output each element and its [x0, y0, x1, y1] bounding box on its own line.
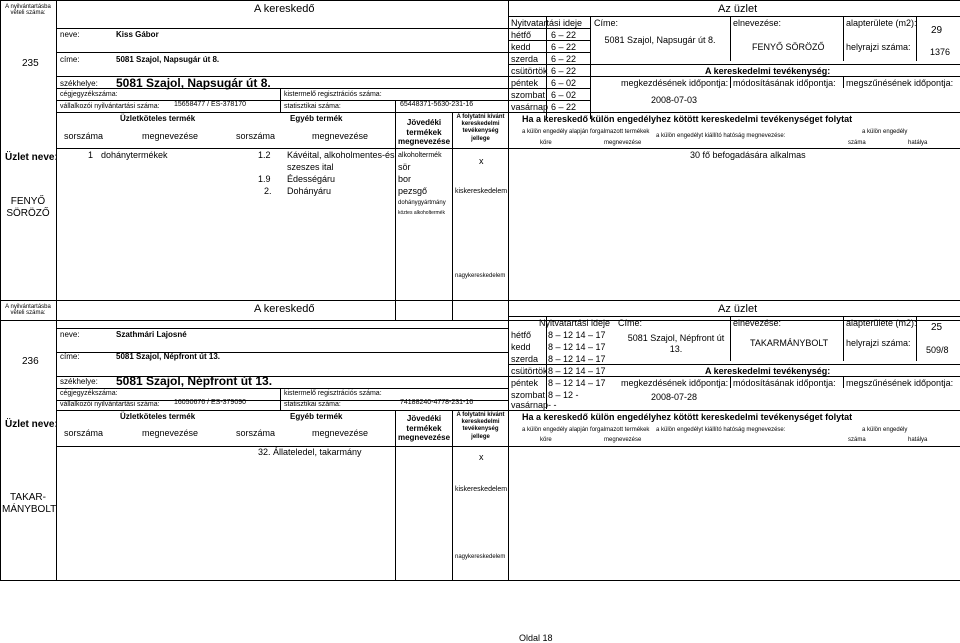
- company-reg-label: cégjegyzékszáma:: [60, 91, 118, 98]
- day-thursday: csütörtök: [511, 366, 548, 376]
- merchant-seat: 5081 Szajol, Napsugár út 8.: [116, 76, 271, 90]
- page-number: Oldal 18: [519, 633, 553, 643]
- hours-tuesday: 8 – 12 14 – 17: [548, 342, 606, 352]
- license-validity-label: hatálya: [908, 140, 928, 146]
- seat-label: székhelye:: [60, 377, 98, 386]
- parcel-number: 509/8: [926, 345, 949, 355]
- excise-product: alkoholtermék: [398, 152, 442, 159]
- merchant-address: 5081 Szajol, Napsugár út 8.: [116, 55, 220, 64]
- shop-name-label: Üzlet neve:: [5, 419, 58, 430]
- seat-label: székhelye:: [60, 79, 98, 88]
- company-reg-label: cégjegyzékszáma:: [60, 390, 118, 397]
- serial-header-1: sorszáma: [64, 428, 104, 438]
- start-date: 2008-07-03: [651, 95, 698, 105]
- activity-type-header: A folytatni kívánt kereskedelmi tevékenység jellege: [456, 412, 505, 440]
- statistical-label: statisztikai száma:: [284, 103, 341, 110]
- shop-name: FENYŐ SÖRÖZŐ: [6, 196, 50, 219]
- other-product-serial: 1.2: [258, 150, 271, 160]
- day-tuesday: kedd: [511, 342, 531, 352]
- activity-label: A kereskedelmi tevékenység:: [705, 66, 831, 76]
- shop-name: TAKAR-MÁNYBOLT: [2, 492, 57, 515]
- merchant-header: A kereskedő: [254, 303, 315, 315]
- opening-hours-label: Nyitvatartási ideje: [511, 18, 583, 28]
- name-label: neve:: [60, 30, 80, 39]
- other-products-header: Egyéb termék: [290, 114, 343, 123]
- designation-header-2: megnevezése: [312, 131, 369, 141]
- shop-header: Az üzlet: [718, 303, 758, 315]
- day-sunday: vasárnap: [511, 400, 549, 410]
- entrepreneur-reg: 16050676 / ES-379090: [174, 399, 247, 406]
- special-products-label: a külön engedély alapján forgalmazott termékek: [522, 427, 650, 433]
- area-header: alapterülete (m2):: [846, 318, 917, 328]
- scope-label: köre: [540, 437, 552, 443]
- merchant-seat: 5081 Szajol, Népfront út 13.: [116, 374, 273, 388]
- day-friday: péntek: [511, 78, 539, 88]
- hours-monday: 6 – 22: [551, 30, 577, 40]
- special-license-header: Ha a kereskedő külön engedélyhez kötött kereskedelmi tevékenységet folytat: [522, 412, 853, 422]
- start-date: 2008-07-28: [651, 392, 698, 402]
- excise-product: sör: [398, 162, 411, 172]
- activity-type-header: A folytatni kívánt kereskedelmi tevékenység jellege: [456, 114, 505, 142]
- day-friday: péntek: [511, 378, 539, 388]
- day-monday: hétfő: [511, 330, 532, 340]
- retail-label: kiskereskedelem: [455, 188, 508, 195]
- merchant-address: 5081 Szajol, Népfront út 13.: [116, 352, 221, 361]
- parcel-label: helyrajzi száma:: [846, 42, 911, 52]
- hours-friday: 6 – 02: [551, 78, 577, 88]
- hours-thursday: 6 – 22: [551, 66, 577, 76]
- licensed-products-header: Üzletköteles termék: [120, 114, 196, 123]
- designation-small-label: megnevezése: [604, 140, 642, 146]
- activity-label: A kereskedelmi tevékenység:: [705, 366, 831, 376]
- address-label: címe:: [60, 352, 80, 361]
- license-number-label: száma: [848, 140, 866, 146]
- floor-area: 29: [931, 25, 943, 36]
- excise-product: bor: [398, 174, 412, 184]
- activity-mark: x: [479, 452, 484, 462]
- shop-designation: FENYŐ SÖRÖZŐ: [752, 42, 825, 52]
- excise-product: pezsgő: [398, 186, 428, 196]
- shop-header: Az üzlet: [718, 3, 758, 15]
- parcel-number: 1376: [930, 47, 951, 57]
- start-date-label: megkezdésének időpontja:: [621, 378, 729, 388]
- address-label: címe:: [60, 55, 80, 64]
- shop-address: 5081 Szajol, Népfront út 13.: [627, 333, 725, 354]
- designation-header-1: megnevezése: [142, 428, 199, 438]
- record-236: [0, 300, 960, 600]
- day-saturday: szombat: [511, 390, 546, 400]
- entrepreneur-reg-label: vállalkozói nyilvántartási száma:: [60, 401, 160, 408]
- excise-product: köztes alkoholtermék: [398, 210, 445, 216]
- other-product-name: Dohányáru: [287, 186, 332, 196]
- other-product-name: Kávéital, alkoholmentes-és: [287, 150, 395, 160]
- shop-designation: TAKARMÁNYBOLT: [750, 338, 829, 348]
- license-label: a külön engedély: [862, 427, 908, 433]
- modification-date-label: módosításának időpontja:: [733, 78, 836, 88]
- end-date-label: megszűnésének időpontja:: [846, 378, 954, 388]
- address-header: Címe:: [594, 18, 619, 28]
- day-sunday: vasárnap: [511, 102, 549, 112]
- opening-hours-label: Nyitvatartási ideje: [539, 318, 611, 328]
- hours-wednesday: 6 – 22: [551, 54, 577, 64]
- hours-wednesday: 8 – 12 14 – 17: [548, 354, 606, 364]
- shop-address: 5081 Szajol, Napsugár út 8.: [604, 35, 716, 45]
- special-products-label: a külön engedély alapján forgalmazott termékek: [522, 129, 650, 135]
- registration-number: 235: [22, 58, 39, 69]
- end-date-label: megszűnésének időpontja:: [846, 78, 954, 88]
- statistical-number: 74188240-4778-231-16: [400, 399, 474, 406]
- license-validity-label: hatálya: [908, 437, 928, 443]
- merchant-header: A kereskedő: [254, 3, 315, 15]
- day-wednesday: szerda: [511, 354, 539, 364]
- small-producer-label: kistermelő regisztrációs száma:: [284, 390, 382, 397]
- wholesale-label: nagykereskedelem: [455, 554, 506, 560]
- special-license-header: Ha a kereskedő külön engedélyhez kötött kereskedelmi tevékenységet folytat: [522, 114, 853, 124]
- designation-header-1: megnevezése: [142, 131, 199, 141]
- registration-number: 236: [22, 356, 39, 367]
- name-label: neve:: [60, 330, 80, 339]
- licensed-product-serial: 1: [88, 150, 94, 160]
- entrepreneur-reg: 15658477 / ES-378170: [174, 101, 247, 108]
- retail-label: kiskereskedelem: [455, 486, 508, 493]
- hours-monday: 8 – 12 14 – 17: [548, 330, 606, 340]
- other-products-header: Egyéb termék: [290, 412, 343, 421]
- registration-number-label: A nyilvántartásba vételi száma:: [5, 4, 51, 16]
- floor-area: 25: [931, 322, 943, 333]
- other-product-name: Édességáru: [287, 174, 336, 184]
- license-number-label: száma: [848, 437, 866, 443]
- hours-saturday: 8 – 12 -: [548, 390, 579, 400]
- authority-label: a külön engedélyt kiállító hatóság megnevezése:: [656, 427, 786, 433]
- excise-product: dohánygyártmány: [398, 200, 446, 206]
- parcel-label: helyrajzi száma:: [846, 338, 911, 348]
- scope-label: köre: [540, 140, 552, 146]
- statistical-number: 65448371-5630-231-16: [400, 101, 474, 108]
- merchant-name: Kiss Gábor: [116, 30, 159, 39]
- other-product-serial: 1.9: [258, 174, 271, 184]
- address-header: Címe:: [618, 318, 643, 328]
- hours-thursday: 8 – 12 14 – 17: [548, 366, 606, 376]
- authority-label: a külön engedélyt kiállító hatóság megnevezése:: [656, 133, 786, 139]
- excise-products-header: Jövedéki termékek megnevezése: [397, 414, 451, 443]
- merchant-name: Szathmári Lajosné: [116, 330, 187, 339]
- serial-header-2: sorszáma: [236, 428, 276, 438]
- licensed-products-header: Üzletköteles termék: [120, 412, 196, 421]
- serial-header-2: sorszáma: [236, 131, 276, 141]
- area-header: alapterülete (m2):: [846, 18, 917, 28]
- special-products: 30 fő befogadására alkalmas: [690, 150, 806, 160]
- shop-name-label: Üzlet neve:: [5, 152, 58, 163]
- statistical-label: statisztikai száma:: [284, 401, 341, 408]
- license-label: a külön engedély: [862, 129, 908, 135]
- activity-mark: x: [479, 156, 484, 166]
- other-product-serial: 32.: [258, 447, 271, 457]
- entrepreneur-reg-label: vállalkozói nyilvántartási száma:: [60, 103, 160, 110]
- day-saturday: szombat: [511, 90, 546, 100]
- start-date-label: megkezdésének időpontja:: [621, 78, 729, 88]
- other-product-name: Állateledel, takarmány: [273, 447, 362, 457]
- modification-date-label: módosításának időpontja:: [733, 378, 836, 388]
- hours-saturday: 6 – 02: [551, 90, 577, 100]
- hours-tuesday: 6 – 22: [551, 42, 577, 52]
- day-thursday: csütörtök: [511, 66, 548, 76]
- day-tuesday: kedd: [511, 42, 531, 52]
- record-235: [0, 0, 960, 320]
- designation-small-label: megnevezése: [604, 437, 642, 443]
- hours-sunday: - -: [548, 400, 557, 410]
- other-product-name: szeszes ital: [287, 162, 334, 172]
- wholesale-label: nagykereskedelem: [455, 273, 506, 279]
- small-producer-label: kistermelő regisztrációs száma:: [284, 91, 382, 98]
- licensed-product-name: dohánytermékek: [101, 150, 168, 160]
- hours-sunday: 6 – 22: [551, 102, 577, 112]
- day-wednesday: szerda: [511, 54, 539, 64]
- other-product-serial: 2.: [264, 186, 272, 196]
- day-monday: hétfő: [511, 30, 532, 40]
- excise-products-header: Jövedéki termékek megnevezése: [397, 118, 451, 147]
- hours-friday: 8 – 12 14 – 17: [548, 378, 606, 388]
- designation-header: elnevezése:: [733, 18, 782, 28]
- designation-header: elnevezése:: [733, 318, 782, 328]
- registration-number-label: A nyilvántartásba vételi száma:: [5, 304, 51, 316]
- serial-header-1: sorszáma: [64, 131, 104, 141]
- designation-header-2: megnevezése: [312, 428, 369, 438]
